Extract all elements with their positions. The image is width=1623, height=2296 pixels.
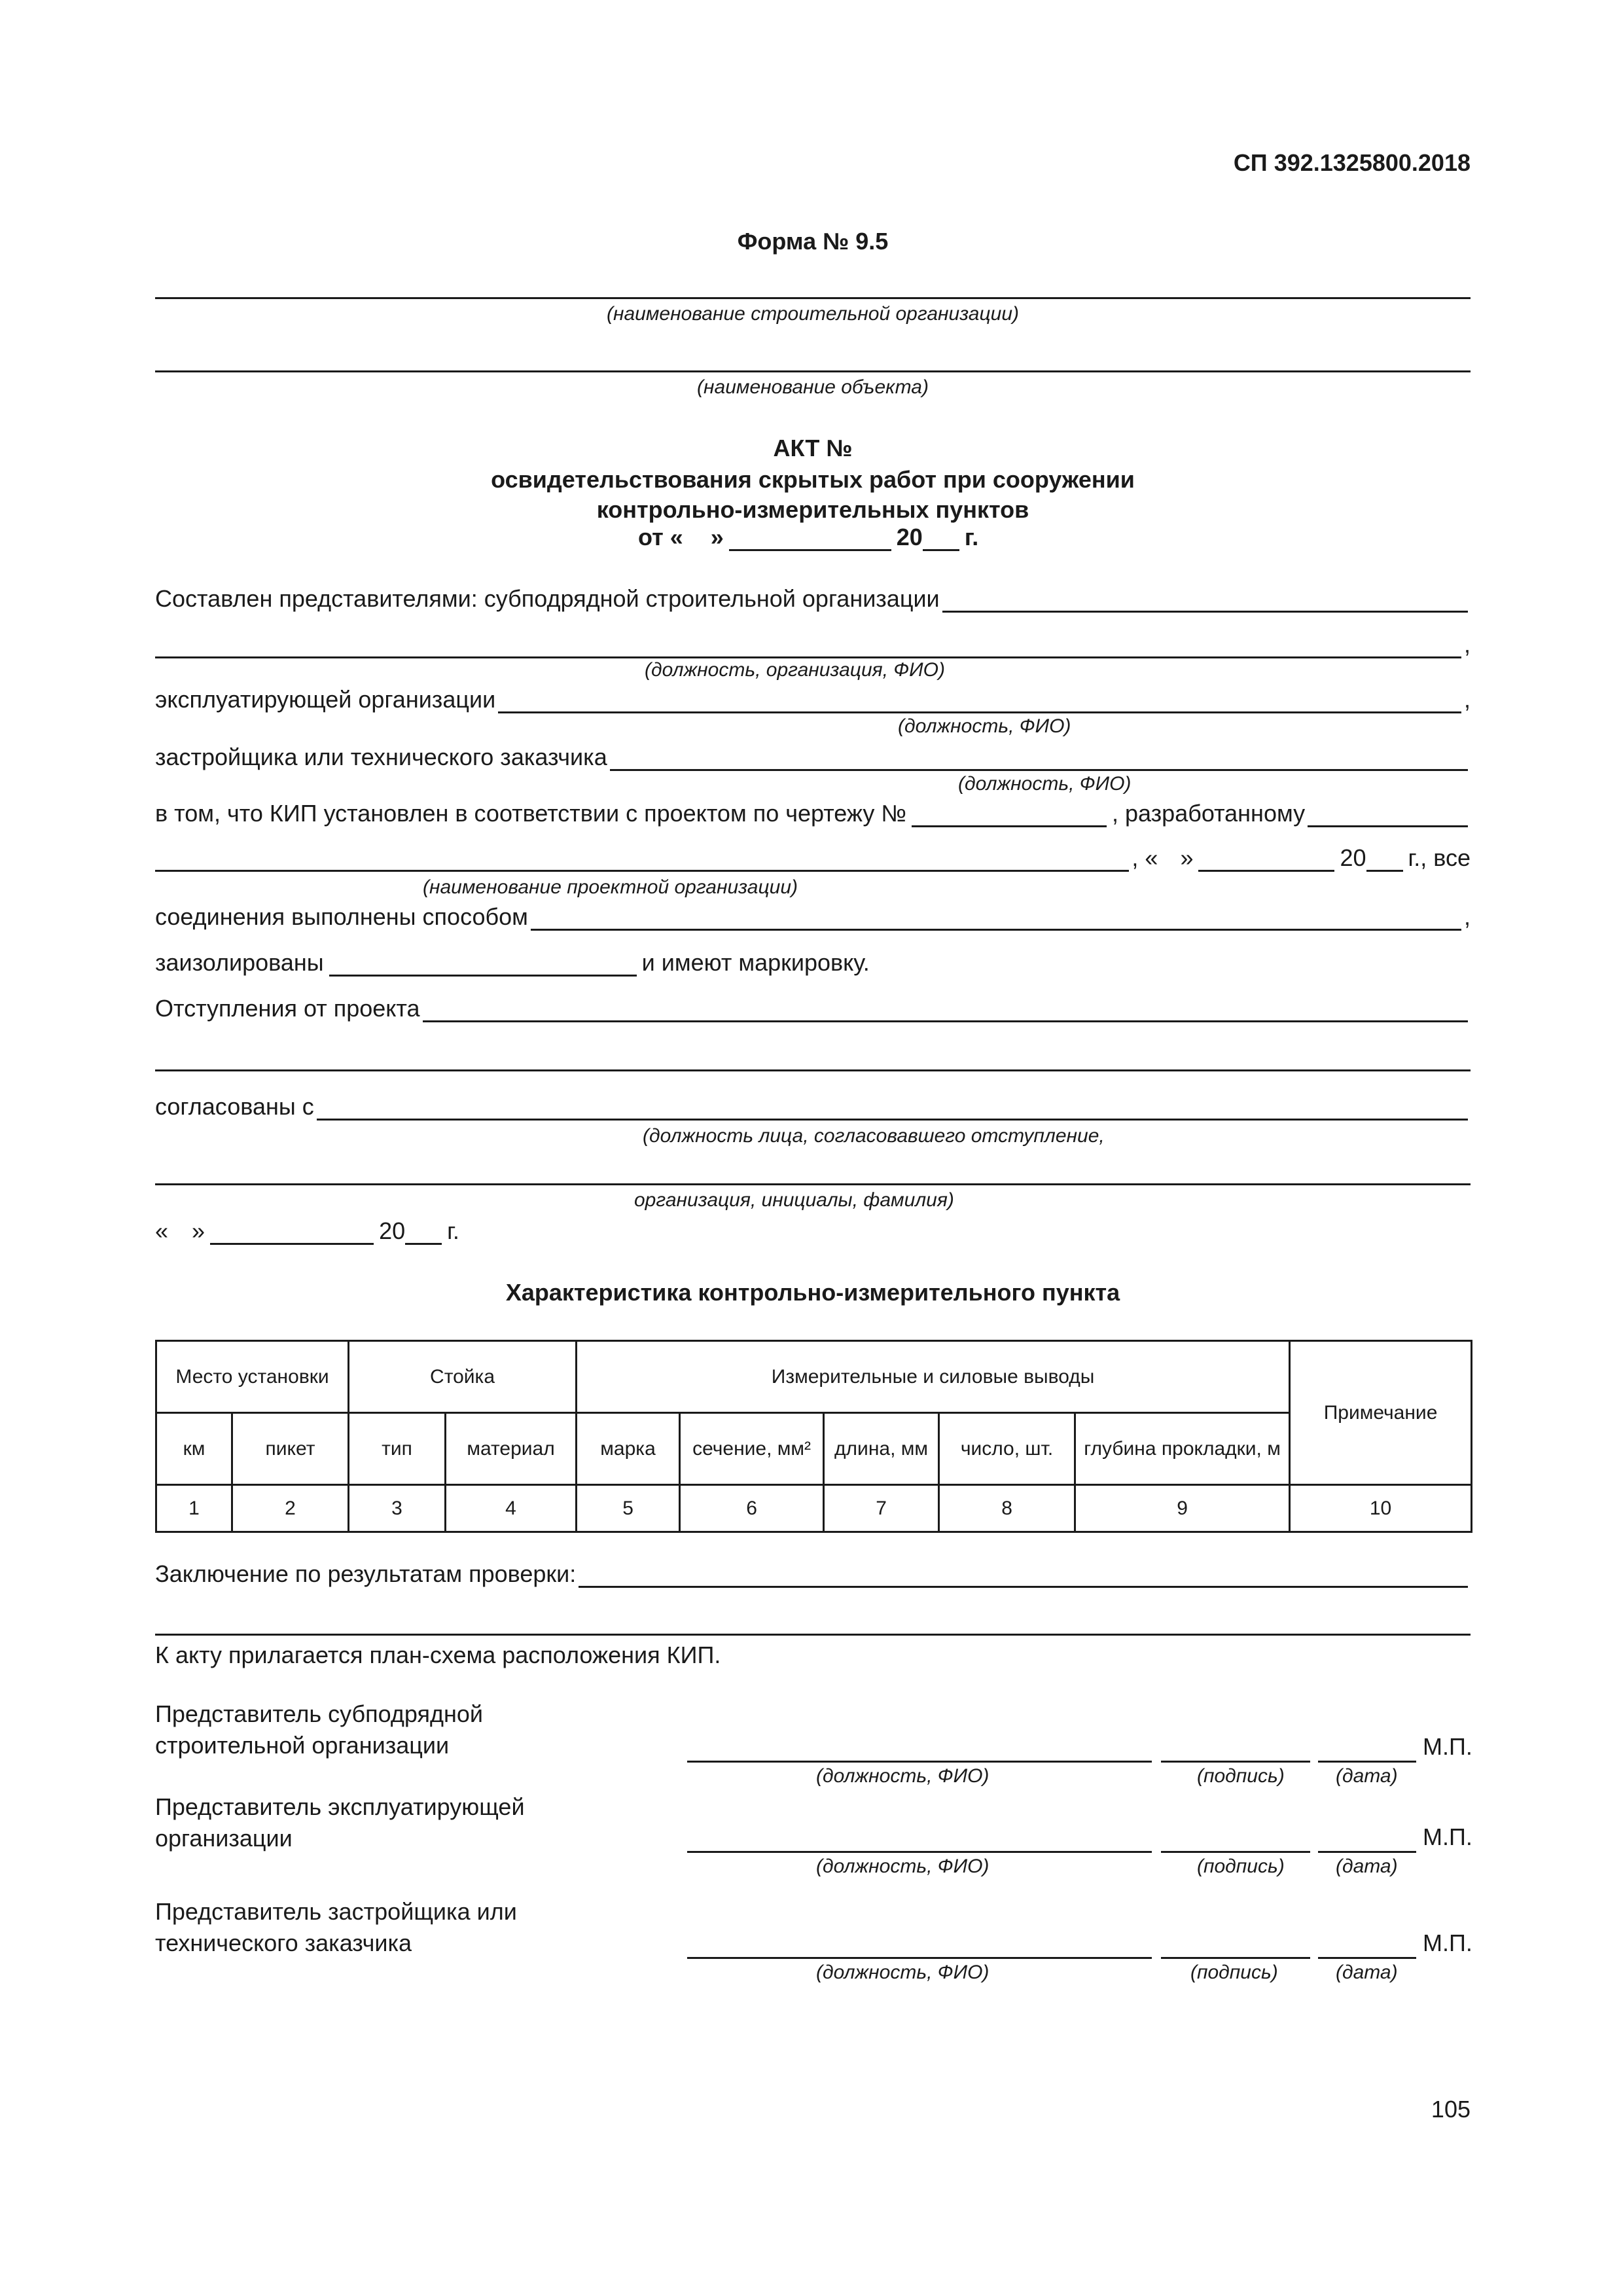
row-design-date (155, 844, 1471, 872)
conclusion-field[interactable] (579, 1564, 1468, 1588)
num-10: 10 (1290, 1485, 1472, 1532)
hint-object: (наименование объекта) (697, 376, 929, 398)
hint-design-org: (наименование проектной организации) (423, 876, 798, 898)
design-year-field[interactable] (1366, 848, 1403, 872)
sig1-hint-date: (дата) (1336, 1765, 1398, 1787)
deviations-label: Отступления от проекта (155, 995, 420, 1022)
act-date (638, 524, 978, 551)
num-9: 9 (1075, 1485, 1290, 1532)
col-type: тип (349, 1413, 446, 1485)
col-km: км (156, 1413, 232, 1485)
design-org-field-2[interactable] (155, 848, 1129, 872)
agree-year-field[interactable] (405, 1221, 442, 1245)
sig2-hint-pos: (должность, ФИО) (816, 1856, 990, 1877)
num-4: 4 (446, 1485, 577, 1532)
act-year-field[interactable] (923, 527, 959, 551)
col-section: сечение, мм² (680, 1413, 824, 1485)
table-heading: Характеристика контрольно-измерительного пункта (505, 1279, 1120, 1306)
agree-quote-close: » (192, 1217, 205, 1244)
sig3-role-line1: Представитель застройщика или (155, 1898, 517, 1925)
num-8: 8 (939, 1485, 1075, 1532)
conclusion-label: Заключение по результатам проверки: (155, 1560, 577, 1587)
num-7: 7 (824, 1485, 939, 1532)
sig1-position-field[interactable] (687, 1761, 1152, 1763)
deviations-field[interactable] (423, 998, 1468, 1022)
sig3-hint-date: (дата) (1336, 1962, 1398, 1983)
hint-pos-fio-1: (должность, ФИО) (898, 715, 1071, 737)
col-brand: марка (577, 1413, 680, 1485)
attached-note: К акту прилагается план-схема расположения КИП. (155, 1641, 721, 1668)
row-insulated (155, 949, 870, 977)
col-count: число, шт. (939, 1413, 1075, 1485)
sig1-date-field[interactable] (1318, 1761, 1416, 1763)
row-agreed-with (155, 1093, 1471, 1121)
kip-characteristics-table (155, 1340, 1472, 1533)
hint-pos-org-fio: (должность, организация, ФИО) (645, 659, 945, 681)
row-conclusion (155, 1560, 1471, 1588)
subcontractor-field[interactable] (942, 588, 1468, 613)
deviations-field-2[interactable] (155, 1069, 1471, 1071)
sig3-position-field[interactable] (687, 1957, 1152, 1959)
agree-month-field[interactable] (210, 1221, 374, 1245)
sig3-hint-pos: (должность, ФИО) (816, 1962, 990, 1983)
act-month-field[interactable] (729, 527, 891, 551)
act-subtitle-1: освидетельствования скрытых работ при сооружении (491, 466, 1135, 493)
num-3: 3 (349, 1485, 446, 1532)
hint-agreed-org: организация, инициалы, фамилия) (634, 1189, 954, 1211)
sig2-signature-field[interactable] (1161, 1851, 1310, 1853)
agree-year-suffix: г. (447, 1217, 459, 1244)
act-subtitle-2: контрольно-измерительных пунктов (596, 496, 1029, 523)
sig3-date-field[interactable] (1318, 1957, 1416, 1959)
agree-quote-open: « (155, 1217, 169, 1244)
col-material: материал (446, 1413, 577, 1485)
developer-field[interactable] (610, 747, 1468, 771)
sig2-date-field[interactable] (1318, 1851, 1416, 1853)
sig1-stamp: М.П. (1423, 1733, 1472, 1760)
design-month-field[interactable] (1198, 848, 1334, 872)
design-quote-close: » (1180, 844, 1194, 871)
act-date-year: 20 (896, 524, 923, 550)
form-title: Форма № 9.5 (737, 228, 889, 255)
sig2-hint-sign: (подпись) (1197, 1856, 1285, 1877)
sig1-signature-field[interactable] (1161, 1761, 1310, 1763)
design-quote-open: , « (1132, 844, 1158, 871)
num-1: 1 (156, 1485, 232, 1532)
connections-label: соединения выполнены способом (155, 903, 528, 930)
sig1-role-line2: строительной организации (155, 1732, 450, 1759)
hint-agreed-person: (должность лица, согласовавшего отступление, (643, 1125, 1105, 1147)
subcontractor-field-2[interactable] (155, 634, 1461, 658)
sig2-stamp: М.П. (1423, 1823, 1472, 1850)
sig1-hint-sign: (подпись) (1197, 1765, 1285, 1787)
col-note: Примечание (1290, 1341, 1472, 1485)
row-developer (155, 744, 1471, 771)
num-2: 2 (232, 1485, 349, 1532)
col-depth: глубина прокладки, м (1075, 1413, 1290, 1485)
marking-label: и имеют маркировку. (641, 949, 870, 976)
drawing-number-field[interactable] (912, 803, 1107, 827)
comma-2: , (1463, 686, 1471, 713)
group-outputs: Измерительные и силовые выводы (577, 1341, 1290, 1413)
design-org-field[interactable] (1308, 803, 1468, 827)
act-date-mid: » (710, 524, 724, 550)
design-year-prefix: 20 (1340, 844, 1366, 871)
agreed-with-label: согласованы с (155, 1093, 314, 1120)
sig1-hint-pos: (должность, ФИО) (816, 1765, 990, 1787)
row-subcontractor-cont (155, 631, 1471, 658)
row-kip-installed (155, 800, 1471, 827)
object-name-field[interactable] (155, 370, 1471, 372)
group-post: Стойка (349, 1341, 577, 1413)
agreed-with-field-2[interactable] (155, 1183, 1471, 1185)
act-date-prefix: от « (638, 524, 683, 550)
sig3-role-line2: технического заказчика (155, 1929, 412, 1956)
sig2-role-line1: Представитель эксплуатирующей (155, 1793, 525, 1820)
sig3-stamp: М.П. (1423, 1929, 1472, 1956)
num-5: 5 (577, 1485, 680, 1532)
row-deviations (155, 995, 1471, 1022)
hint-pos-fio-2: (должность, ФИО) (958, 773, 1132, 795)
operating-org-label: эксплуатирующей организации (155, 686, 496, 713)
conclusion-field-2[interactable] (155, 1634, 1471, 1636)
hint-builder-org: (наименование строительной организации) (606, 303, 1019, 325)
row-operating-org (155, 686, 1471, 713)
design-year-suffix: г., все (1408, 844, 1471, 871)
page-number: 105 (1431, 2096, 1471, 2123)
composed-by-label: Составлен представителями: субподрядной строительной организации (155, 585, 940, 612)
sig2-hint-date: (дата) (1336, 1856, 1398, 1877)
sig2-position-field[interactable] (687, 1851, 1152, 1853)
developed-by-label: , разработанному (1112, 800, 1306, 827)
row-agreement-date (155, 1217, 459, 1245)
group-place: Место установки (156, 1341, 349, 1413)
comma-3: , (1463, 903, 1471, 930)
sig3-signature-field[interactable] (1161, 1957, 1310, 1959)
act-date-suffix: г. (964, 524, 979, 550)
insulated-label: заизолированы (155, 949, 324, 976)
kip-installed-label: в том, что КИП установлен в соответствии с проектом по чертежу № (155, 800, 907, 827)
comma-1: , (1463, 631, 1471, 658)
col-picket: пикет (232, 1413, 349, 1485)
col-length: длина, мм (824, 1413, 939, 1485)
builder-org-field[interactable] (155, 297, 1471, 299)
sig3-hint-sign: (подпись) (1190, 1962, 1278, 1983)
sig1-role-line1: Представитель субподрядной (155, 1700, 484, 1727)
row-connections (155, 903, 1471, 931)
act-title: АКТ № (773, 435, 853, 461)
row-composed-by (155, 585, 1471, 613)
connections-field[interactable] (531, 906, 1461, 931)
developer-label: застройщика или технического заказчика (155, 744, 607, 770)
document-code: СП 392.1325800.2018 (1233, 149, 1471, 176)
operating-org-field[interactable] (498, 689, 1461, 713)
num-6: 6 (680, 1485, 824, 1532)
agree-year-prefix: 20 (379, 1217, 406, 1244)
agreed-with-field[interactable] (317, 1096, 1468, 1121)
insulated-field[interactable] (329, 952, 637, 977)
sig2-role-line2: организации (155, 1825, 293, 1852)
